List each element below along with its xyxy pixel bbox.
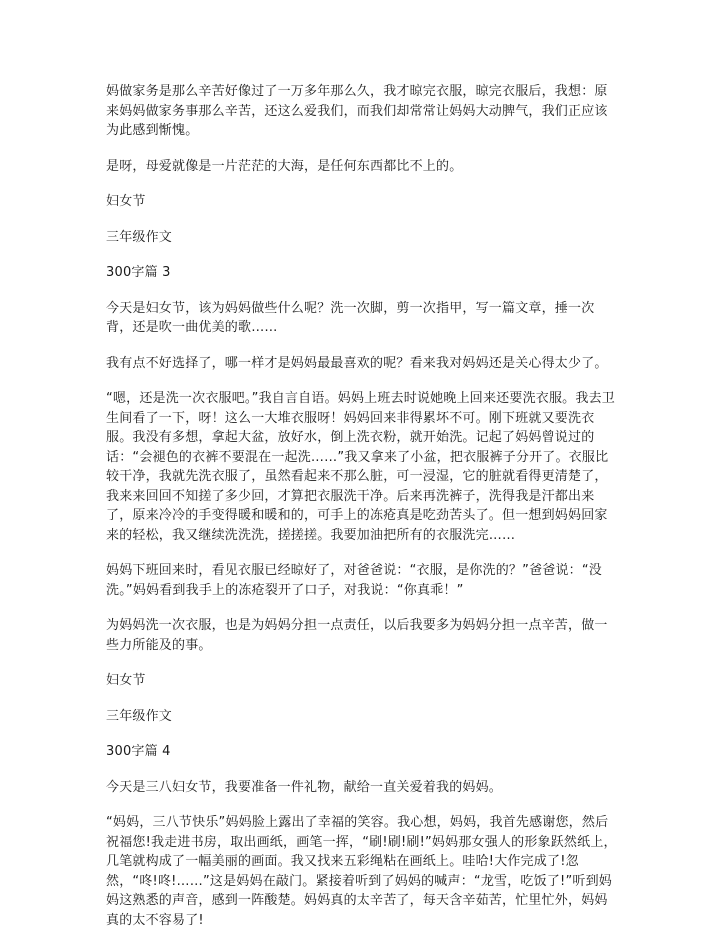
paragraph-10: 为妈妈洗一次衣服，也是为妈妈分担一点责任，以后我要多为妈妈分担一点辛苦，做一些力所能及的事。 — [106, 618, 608, 653]
paragraph-2: 是呀，母爱就像是一片茫茫的大海，是任何东西都比不上的。 — [106, 158, 463, 174]
paragraph-6: 今天是妇女节，该为妈妈做些什么呢？洗一次脚，剪一次指甲，写一篇文章，捶一次背，还是吹一曲优美的歌…… — [106, 300, 595, 335]
section-label-grade-2: 三年级作文 — [106, 708, 173, 724]
section-heading-4: 300字篇 4 — [106, 744, 171, 759]
paragraph-9: 妈妈下班回来时，看见衣服已经晾好了，对爸爸说：“衣服，是你洗的？”爸爸说：“没洗。”妈妈看到我手上的冻疮裂开了口子，对我说：“你真乖！” — [106, 563, 603, 598]
section-label-festival-2: 妇女节 — [106, 673, 146, 688]
paragraph-8: “嗯，还是洗一次衣服吧。”我自言自语。妈妈上班去时说她晚上回来还要洗衣服。我去卫生间看了一下，呀！这么一大堆衣服呀！妈妈回来非得累坏不可。刚下班就又要洗衣服。我没有多想，拿起大盆，放好水，倒上洗衣粉，就开始洗。记起了妈妈曾说过的话：“会褪色的衣裤不要混在一起洗……”我又拿来了小盆，把衣服裤子分开了。衣服比较干净，我就先洗衣服了，虽然看起来不那么脏，可一浸湿，它的脏就看得更清楚了，我来来回回不知搓了多少回，才算把衣服洗干净。后来再洗裤子，洗得我是汗都出来了，原来冷冷的手变得暖和暖和的，可手上的冻疮真是吃劲苦头了。但一想到妈妈回家来的轻松，我又继续洗洗洗，搓搓搓。我要加油把所有的衣服洗完…… — [106, 391, 615, 543]
paragraph-15: “妈妈，三八节快乐”妈妈脸上露出了幸福的笑容。我心想，妈妈，我首先感谢您，然后祝福您!我走进书房，取出画纸，画笔一挥，“刷!刷!刷!”妈妈那女强人的形象跃然纸上，几笔就构成了一幅美丽的画面。我又找来五彩绳粘在画纸上。哇哈!大作完成了!忽然，“咚!咚!……”这是妈妈在敲门。紧接着听到了妈妈的喊声：“龙雪，吃饭了!”听到妈妈这熟悉的声音，感到一阵酸楚。妈妈真的太辛苦了，每天含辛茹苦，忙里忙外，妈妈真的太不容易了! — [106, 815, 617, 928]
section-label-festival: 妇女节 — [106, 194, 146, 209]
document-page — [106, 82, 618, 930]
section-label-grade: 三年级作文 — [106, 229, 173, 245]
paragraph-1: 妈做家务是那么辛苦好像过了一万多年那么久，我才晾完衣服，晾完衣服后，我想：原来妈妈做家务事那么辛苦，还这么爱我们，而我们却常常让妈妈大动脾气，我们正应该为此感到惭愧。 — [106, 84, 608, 138]
paragraph-14: 今天是三八妇女节，我要准备一件礼物，献给一直关爱着我的妈妈。 — [106, 779, 503, 795]
section-heading-3: 300字篇 3 — [106, 265, 171, 280]
paragraph-7: 我有点不好选择了，哪一样才是妈妈最最喜欢的呢？看来我对妈妈还是关心得太少了。 — [106, 355, 608, 371]
